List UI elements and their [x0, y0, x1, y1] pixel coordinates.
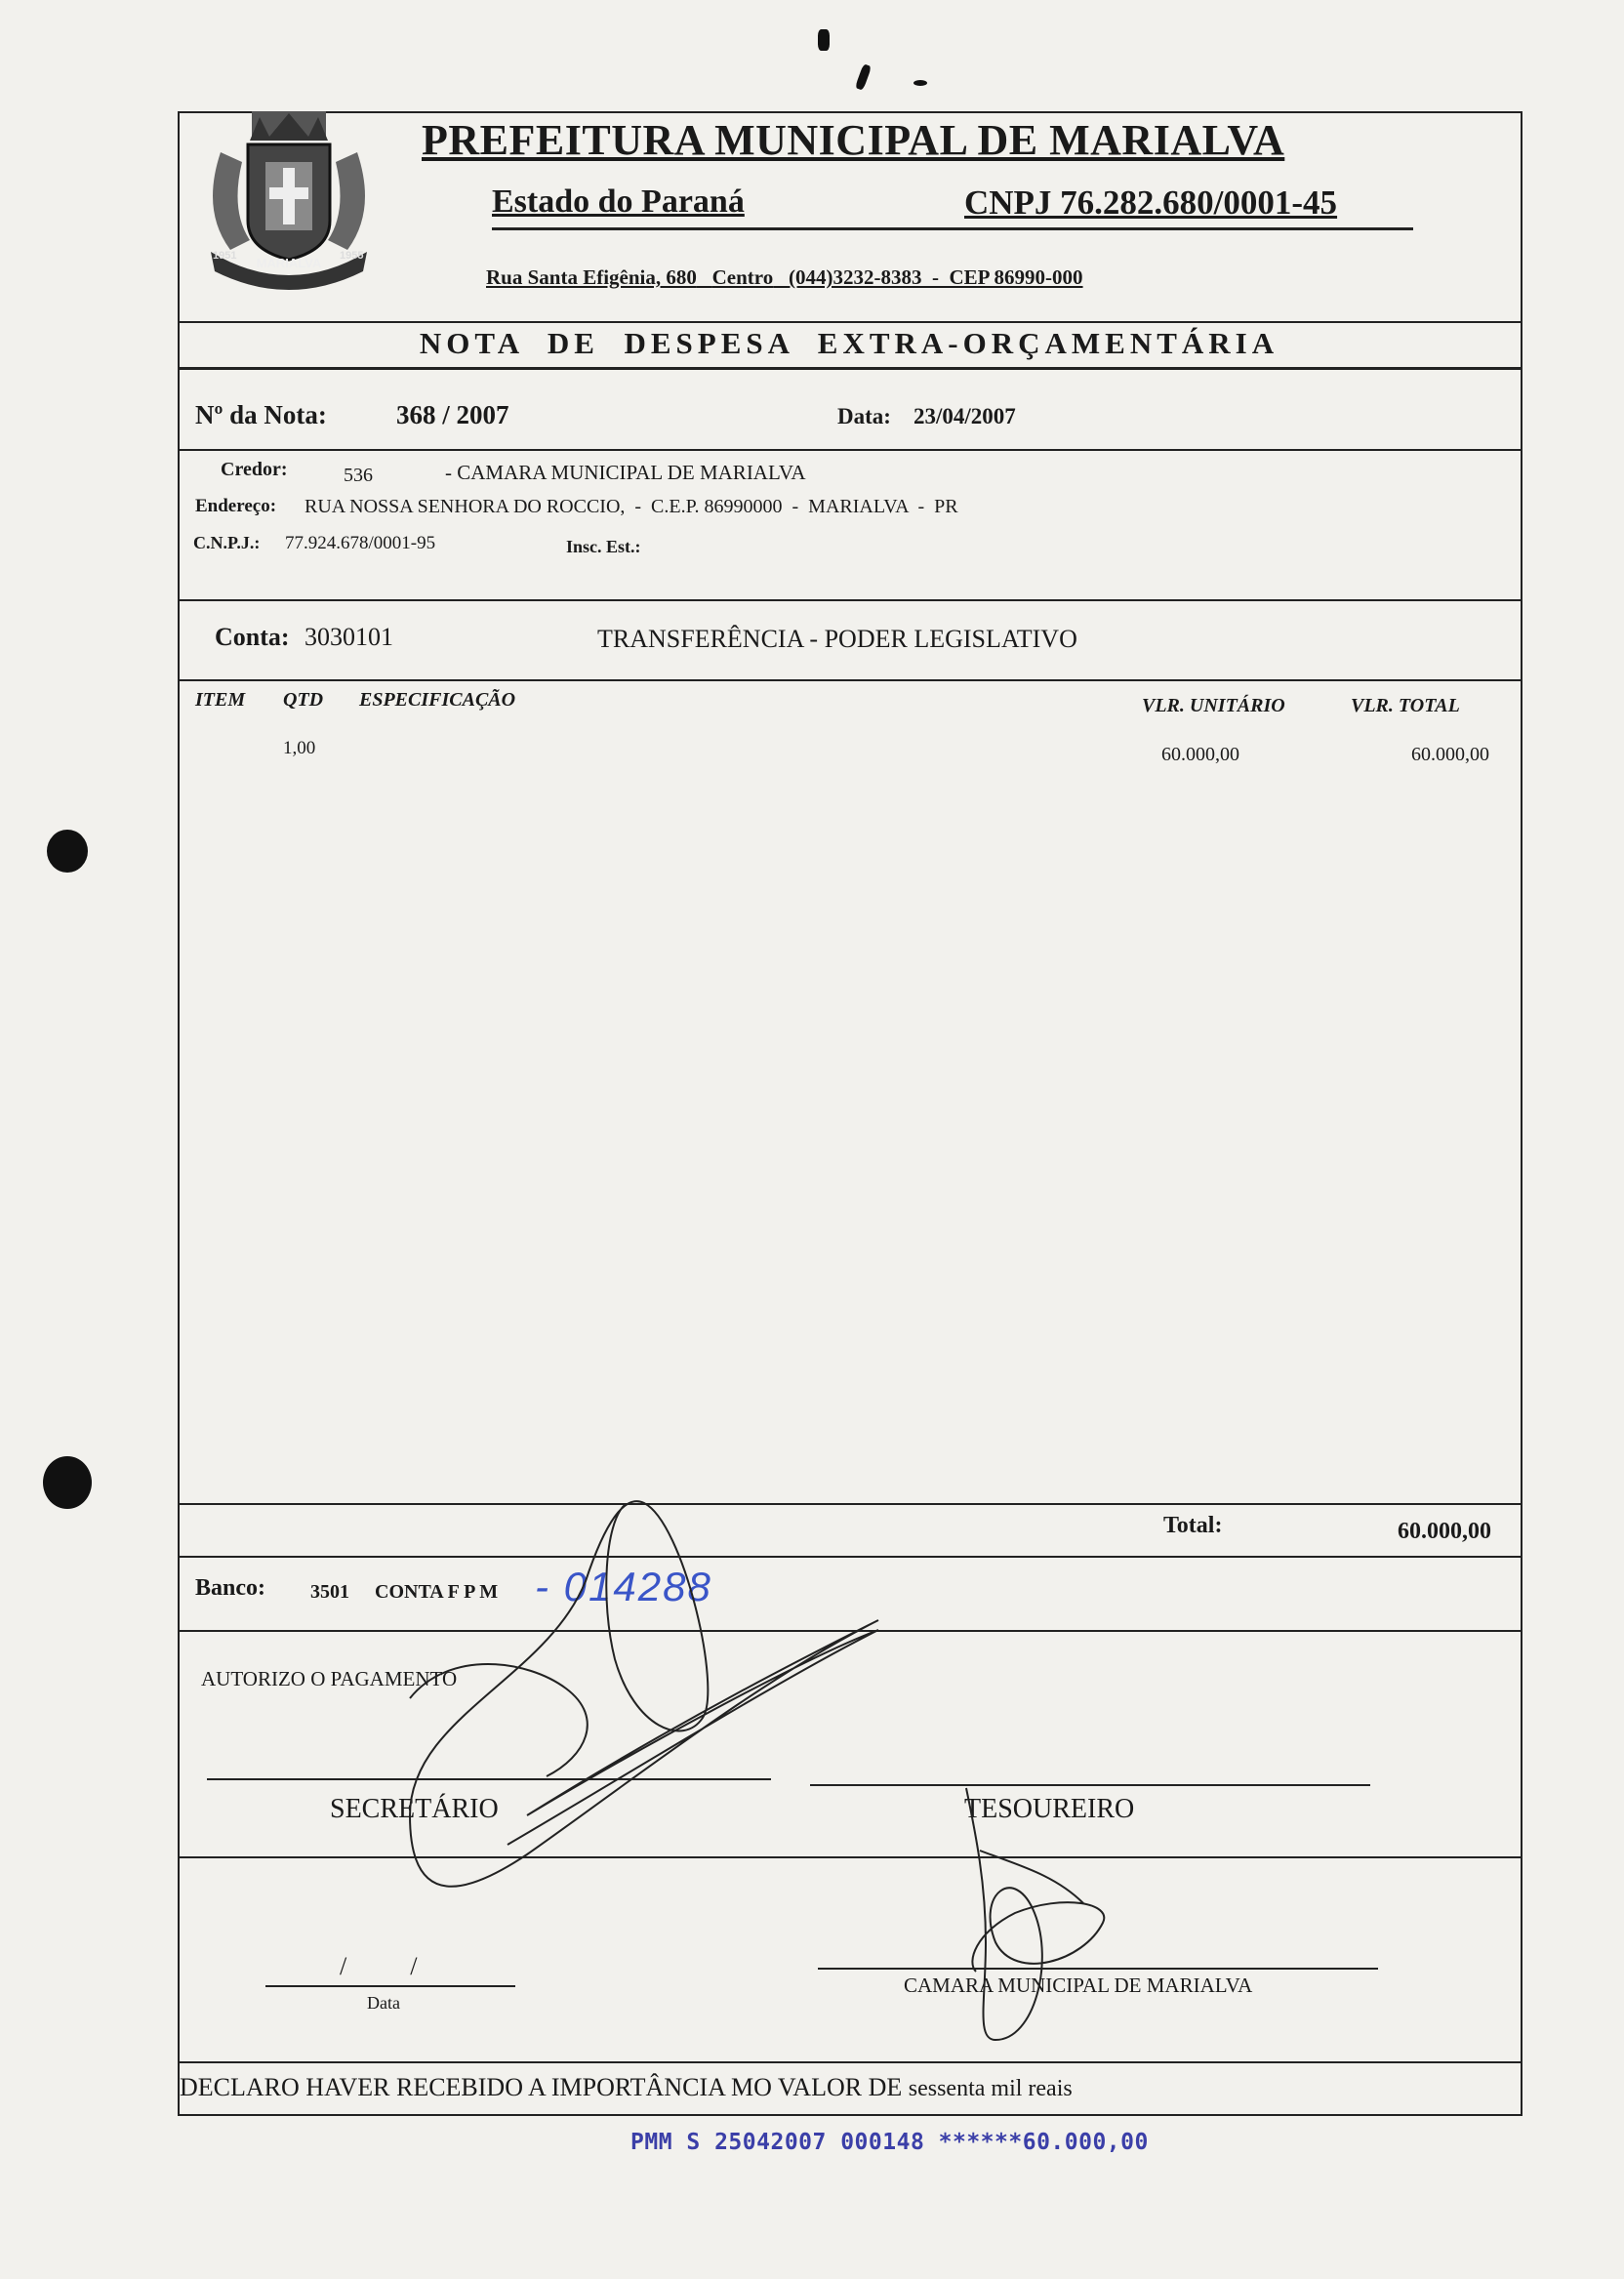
col-header-vlr-total: VLR. TOTAL	[1351, 695, 1460, 716]
header-address: Rua Santa Efigênia, 680 Centro (044)3232-8383 - CEP 86990-000	[486, 265, 1083, 289]
banco-handwritten-number: - 014288	[535, 1564, 712, 1609]
col-header-especificacao: ESPECIFICAÇÃO	[359, 689, 516, 711]
note-number-label: Nº da Nota:	[195, 400, 327, 429]
institution-title: PREFEITURA MUNICIPAL DE MARIALVA	[422, 116, 1285, 164]
date-label: Data	[367, 1993, 400, 2013]
secretary-signature-scribble	[410, 1501, 878, 1887]
date-slashes: / /	[340, 1952, 418, 1980]
endereco-label: Endereço:	[195, 496, 277, 516]
banco-account: CONTA F P M	[375, 1581, 499, 1603]
credor-code: 536	[344, 465, 373, 486]
declaration-amount: sessenta mil reais	[908, 2076, 1073, 2101]
note-date-value: 23/04/2007	[914, 404, 1016, 428]
seal-year-right: 1955	[340, 250, 364, 262]
recipient-label: CAMARA MUNICIPAL DE MARIALVA	[904, 1974, 1253, 1997]
credor-name: - CAMARA MUNICIPAL DE MARIALVA	[445, 461, 806, 484]
declaration-text: DECLARO HAVER RECEBIDO A IMPORTÂNCIA MO VALOR DE	[180, 2073, 903, 2101]
row-qtd: 1,00	[283, 738, 316, 758]
col-header-item: ITEM	[195, 689, 246, 711]
secretario-label: SECRETÁRIO	[330, 1794, 499, 1824]
endereco-value: RUA NOSSA SENHORA DO ROCCIO, - C.E.P. 86990000 - MARIALVA - PR	[304, 496, 958, 517]
cnpj-value: 77.924.678/0001-95	[285, 533, 436, 553]
conta-description: TRANSFERÊNCIA - PODER LEGISLATIVO	[597, 625, 1077, 653]
total-label: Total:	[1163, 1513, 1223, 1538]
header-cnpj: CNPJ 76.282.680/0001-45	[964, 183, 1338, 222]
state-name: Estado do Paraná	[492, 183, 745, 220]
seal-ribbon-text: MARIALVA	[256, 256, 322, 270]
treasurer-signature-scribble	[966, 1788, 1104, 2040]
row-vlr-total: 60.000,00	[1411, 744, 1489, 765]
conta-code: 3030101	[304, 623, 393, 651]
bank-authentication-stamp: PMM S 25042007 000148 ******60.000,00	[630, 2130, 1149, 2155]
seal-year-left: 1951	[213, 250, 237, 262]
row-vlr-unitario: 60.000,00	[1161, 744, 1239, 765]
tesoureiro-label: TESOUREIRO	[964, 1794, 1135, 1824]
note-date-label: Data:	[837, 404, 891, 428]
credor-label: Credor:	[221, 459, 288, 480]
banco-code: 3501	[310, 1581, 349, 1603]
document-title: NOTA DE DESPESA EXTRA-ORÇAMENTÁRIA	[419, 326, 1279, 360]
col-header-vlr-unitario: VLR. UNITÁRIO	[1142, 695, 1285, 716]
autorizo-text: AUTORIZO O PAGAMENTO	[201, 1667, 458, 1690]
cnpj-label: C.N.P.J.:	[193, 533, 261, 552]
conta-label: Conta:	[215, 623, 290, 651]
note-number-value: 368 / 2007	[396, 400, 509, 429]
banco-label: Banco:	[195, 1575, 265, 1601]
col-header-qtd: QTD	[283, 689, 324, 711]
total-value: 60.000,00	[1398, 1519, 1491, 1544]
insc-est-label: Insc. Est.:	[566, 537, 641, 556]
secretary-signature-loop	[410, 1664, 588, 1776]
